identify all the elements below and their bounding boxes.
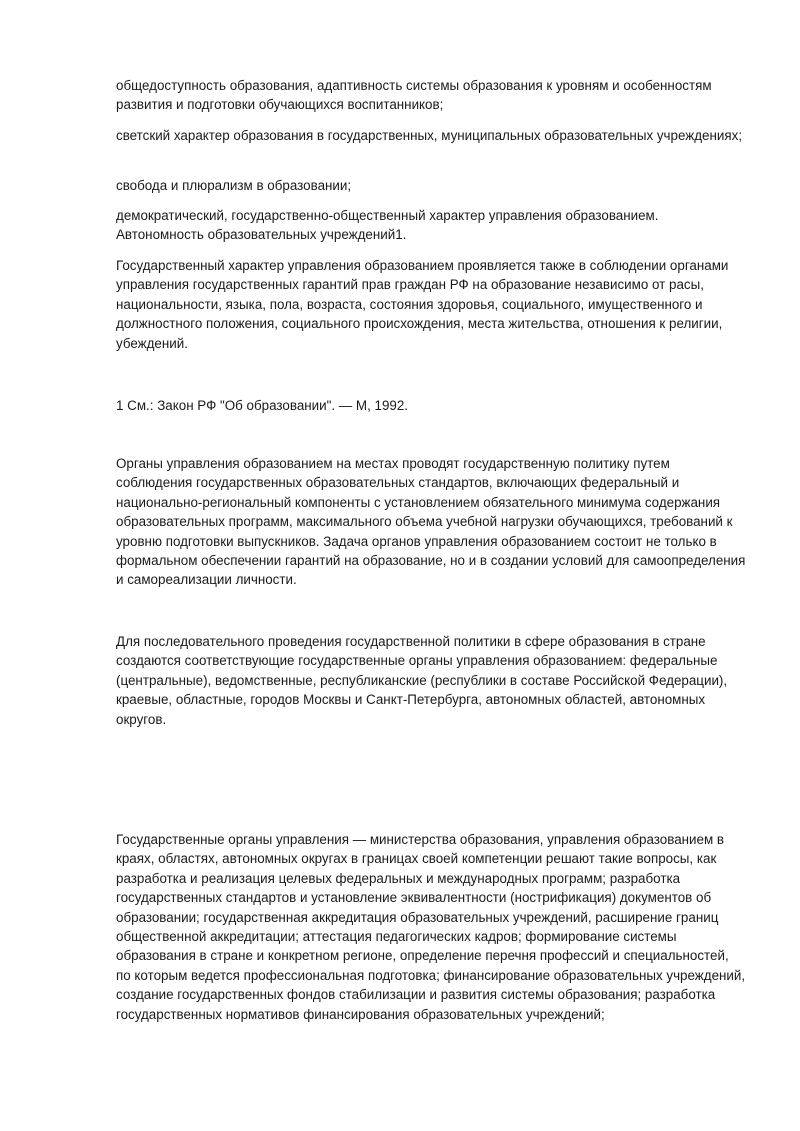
paragraph-accessibility: общедоступность образования, адаптивность системы образования к уровням и особенностям развития и подготовки обучающихся воспитанников;: [116, 78, 712, 113]
paragraph-freedom-pluralism: свобода и плюрализм в образовании;: [116, 178, 352, 193]
paragraph-ministries-functions: Государственные органы управления — министерства образования, управления образованием в краях, областях, автономных округах в границах своей компетенции решают такие вопросы, как разработка и реализация целевых федеральных и международных программ; разработка государственных стандартов и установление эквивалентности (нострификация) документов об образовании; государственная аккредитация образовательных учреждений, расширение границ общественной аккредитации; аттестация педагогических кадров; формирование системы образования в стране и конкретном регионе, определение перечня профессий и специальностей, по которым ведется профессиональная подготовка; финансирование образовательных учреждений, создание государственных фондов стабилизации и развития системы образования; разработка государственных нормативов финансирования образовательных учреждений;: [116, 832, 746, 1022]
footnote: 1 См.: Закон РФ "Об образовании". — М, 1992.: [116, 398, 409, 413]
paragraph-local-authorities: Органы управления образованием на местах проводят государственную политику путем соблюдения государственных образовательных стандартов, включающих федеральный и национально-региональный компоненты с установлением обязательного минимума содержания образовательных программ, максимального объема учебной нагрузки обучающихся, требований к уровню подготовки выпускников. Задача органов управления образованием состоит не только в формальном обеспечении гарантий на образование, но и в создании условий для самоопределения и самореализации личности.: [116, 456, 746, 588]
paragraph-secular-character: светский характер образования в государственных, муниципальных образовательных учреждениях;: [116, 128, 743, 143]
paragraph-state-bodies-structure: Для последовательного проведения государственной политики в сфере образования в стране создаются соответствующие государственные органы управления образованием: федеральные (центральные), ведомственные, республиканские (республики в составе Российской Федерации), краевые, областные, городов Москвы и Санкт-Петербурга, автономных областей, автономных округов.: [116, 634, 728, 727]
paragraph-democratic-management: демократический, государственно-общественный характер управления образованием. Автономность образовательных учреждений1.: [116, 208, 659, 243]
paragraph-state-guarantees: Государственный характер управления образованием проявляется также в соблюдении органами управления государственных гарантий прав граждан РФ на образование независимо от расы, национальности, языка, пола, возраста, состояния здоровья, социального, имущественного и должностного положения, социального происхождения, места жительства, отношения к религии, убеждений.: [116, 258, 729, 351]
